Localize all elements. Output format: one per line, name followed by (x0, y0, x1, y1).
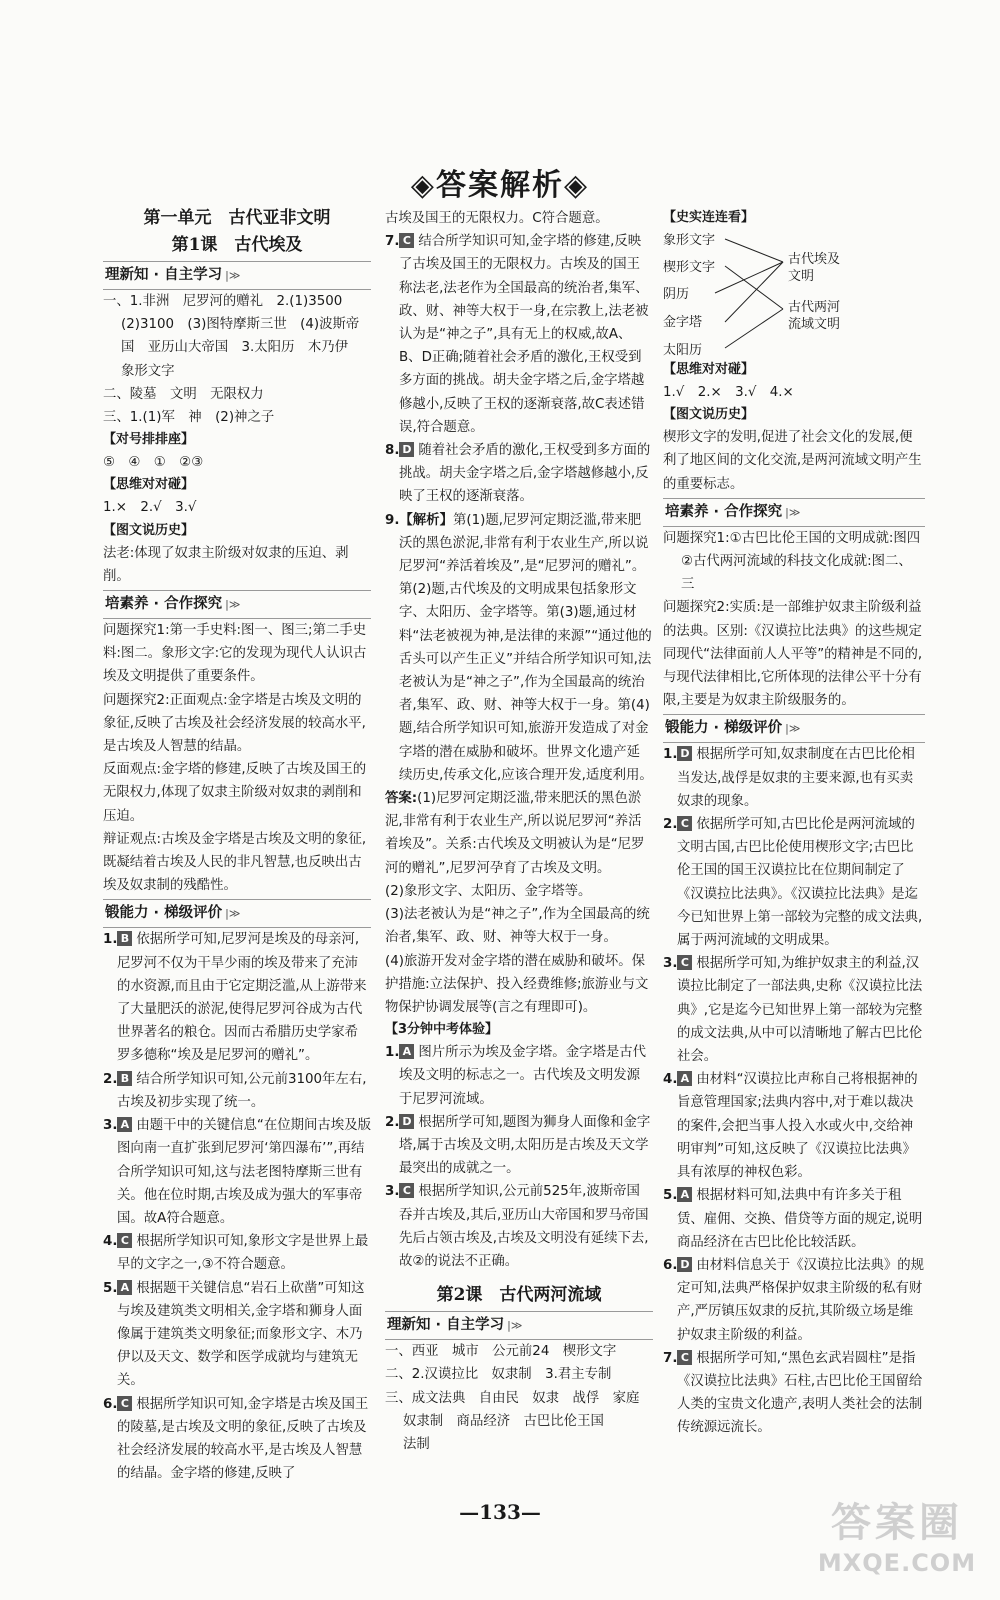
match-right-2: 古代两河 流域文明 (788, 300, 841, 332)
answer-paragraph: 反面观点:金字塔的修建,反映了古埃及国王的无限权力,体现了奴隶主阶级对奴隶的剥削和压迫。 (103, 762, 367, 824)
subsection-header: 【对号排排座】 (103, 432, 195, 448)
answer-badge: D (677, 1257, 692, 1272)
subsection-header: 【思维对对碰】 (103, 477, 195, 493)
answer-line: 法制 (403, 1436, 430, 1452)
column-1 (103, 205, 371, 1485)
subsection-header: 【思维对对碰】 (663, 362, 755, 377)
answer-line: (2)象形文字、太阳历、金字塔等。 (385, 883, 592, 899)
lesson-title: 第1课 古代埃及 (171, 235, 303, 255)
answer-line: 二、陵墓 文明 无限权力 (103, 386, 264, 402)
question-answer: 9.【解析】第(1)题,尼罗河定期泛滥,带来肥沃的黑色淤泥,非常有利于农业生产,所以说尼罗河“养活着埃及”,是“尼罗河的赠礼”。第(2)题,古代埃及的文明成果包括象形文字、太阳历、金字塔等。第(3)题,通过材料“法老被视为神,是法律的来源”“通过他的舌头可以产生正义”并结合所学知识可知,法老被认为是“神之子”,作为全国最高的统治者,集军、政、财、神等大权于一身。第(4)题,结合所学知识可知,旅游开发造成了对金字塔的潜在威胁和破坏。世界文化遗产延续历史,传承文化,应该合理开发,适度利用。 (385, 512, 653, 783)
answer-badge: C (117, 1233, 132, 1248)
match-left-2: 楔形文字 (663, 260, 716, 275)
answer-badge: A (399, 1044, 414, 1059)
question-answer: 3. C 根据所学可知,为维护奴隶主的利益,汉谟拉比制定了一部法典,史称《汉谟拉比法典》,它是迄今已知世界上第一部较为完整的成文法典,从中可以清晰地了解古巴比伦社会。 (663, 956, 923, 1065)
answer-line: 1.× 2.√ 3.√ (103, 500, 197, 516)
unit-title: 第一单元 古代亚非文明 (143, 208, 331, 228)
question-answer: 7. C 结合所学知识可知,金字塔的修建,反映了古埃及国王的无限权力。古埃及的国王称法老,法老作为全国最高的统治者,集军、政、财、神等大权于一身,在宗教上,法老被认为是“神之子”,具有无上的权威,故A、B、D正确;随着社会矛盾的激化,王权受到多方面的挑战。胡夫金字塔之后,金字塔越修越小,反映了王权的逐渐衰落,故C表述错误,符合题意。 (385, 234, 649, 435)
answer-badge: B (117, 931, 132, 946)
answer-line: (2)3100 (3)图特摩斯三世 (4)波斯帝 (121, 317, 360, 333)
answer-line: 问题探究1:①古巴比伦王国的文明成就:图四 (663, 530, 921, 546)
answer-paragraph: 问题探究2:正面观点:金字塔是古埃及文明的象征,反映了古埃及社会经济发展的较高水平,是古埃及人智慧的结晶。 (103, 692, 366, 755)
question-answer: 1. B 依据所学可知,尼罗河是埃及的母亲河,尼罗河不仅为干旱少雨的埃及带来了充沛的水资源,而且由于它定期泛滥,从上游带来了大量肥沃的淤泥,使得尼罗河谷成为古代世界著名的粮仓。因而古希腊历史学家希罗多德称“埃及是尼罗河的赠礼”。 (103, 932, 367, 1064)
answer-block: 答案:(1)尼罗河定期泛滥,带来肥沃的黑色淤泥,非常有利于农业生产,所以说尼罗河“养活着埃及”。关系:古代埃及文明被认为是“尼罗河的赠礼”,尼罗河孕育了古埃及文明。 (385, 791, 645, 876)
answer-badge: A (117, 1117, 132, 1132)
question-answer: 6. C 根据所学知识可知,金字塔是古埃及国王的陵墓,是古埃及文明的象征,反映了古埃及社会经济发展的较高水平,是古埃及人智慧的结晶。金字塔的修建,反映了 (103, 1396, 369, 1482)
answer-line: 古埃及国王的无限权力。C符合题意。 (385, 211, 609, 226)
section-header: 培素养 · 合作探究 |≫ (663, 498, 925, 527)
answer-paragraph: 辩证观点:古埃及金字塔是古埃及文明的象征,既凝结着古埃及人民的非凡智慧,也反映出古埃及奴隶制的残酷性。 (103, 831, 367, 894)
section-header: 培素养 · 合作探究 |≫ (103, 590, 371, 619)
answer-line: 奴隶制 商品经济 古巴比伦王国 (403, 1413, 604, 1429)
question-answer: 4. A 由材料“汉谟拉比声称自己将根据神的旨意管理国家;法典内容中,对于难以裁决的案件,会把当事人投入水或火中,交给神明审判”可知,这反映了《汉谟拉比法典》具有浓厚的神权色彩。 (663, 1072, 918, 1181)
question-answer: 5. A 根据题干关键信息“岩石上砍凿”可知这与埃及建筑类文明相关,金字塔和狮身人面像属于建筑类文明象征;而象形文字、木乃伊以及天文、数学和医学成就均与建筑无关。 (103, 1280, 365, 1389)
subsection-header: 【图文说历史】 (663, 407, 755, 423)
section-header: 理新知 · 自主学习 |≫ (103, 261, 371, 290)
match-right-1: 古代埃及 文明 (788, 252, 841, 284)
match-left-3: 阴历 (663, 287, 690, 302)
page-number: —133— (459, 1500, 541, 1524)
answer-badge: D (399, 1114, 414, 1129)
answer-line: 一、西亚 城市 公元前24 楔形文字 (385, 1344, 617, 1360)
answer-badge: D (677, 746, 692, 761)
answer-line: 二、2.汉谟拉比 奴隶制 3.君主专制 (385, 1367, 612, 1383)
answer-line: 国 亚历山大帝国 3.太阳历 木乃伊 (121, 340, 349, 356)
match-left-1: 象形文字 (663, 233, 716, 248)
question-answer: 7. C 根据所学可知,“黑色玄武岩圆柱”是指《汉谟拉比法典》石柱,古巴比伦王国留给人类的宝贵文化遗产,表明人类社会的法制传统源远流长。 (663, 1350, 923, 1436)
answer-line: (3)法老被认为是“神之子”,作为全国最高的统治者,集军、政、财、神等大权于一身。 (385, 907, 650, 946)
answer-line: (4)旅游开发对金字塔的潜在威胁和破坏。保护措施:立法保护、投入经费维修;旅游业与文物保护协调发展等(言之有理即可)。 (385, 953, 649, 1015)
answer-badge: D (399, 442, 414, 457)
question-answer: 3. C 根据所学知识,公元前525年,波斯帝国吞并古埃及,其后,亚历山大帝国和罗马帝国先后占领古埃及,古埃及文明没有延续下去,故②的说法不正确。 (385, 1184, 649, 1269)
watermark-logo: 答案圈 MXQE.COM (817, 1500, 977, 1577)
lesson-title: 第2课 古代两河流域 (436, 1285, 602, 1306)
matching-diagram (663, 229, 923, 359)
question-answer: 1. D 根据所学可知,奴隶制度在古巴比伦相当发达,战俘是奴隶的主要来源,也有买卖奴隶的现象。 (663, 747, 915, 809)
answer-badge: C (399, 1183, 414, 1198)
answer-paragraph: 问题探究2:实质:是一部维护奴隶主阶级利益的法典。区别:《汉谟拉比法典》的这些规定同现代“法律面前人人平等”的精神是不同的,与现代法律相比,它所体现的法律公平十分有限,主要是为奴隶主阶级服务的。 (663, 600, 923, 709)
question-answer: 4. C 根据所学知识可知,象形文字是世界上最早的文字之一,③不符合题意。 (103, 1234, 369, 1273)
answer-line: 三、成文法典 自由民 奴隶 战俘 家庭 (385, 1390, 640, 1406)
page-title: ◈答案解析◈ (410, 168, 590, 203)
answer-badge: A (117, 1280, 132, 1295)
answer-badge: C (399, 233, 414, 248)
question-answer: 8. D 随着社会矛盾的激化,王权受到多方面的挑战。胡夫金字塔之后,金字塔越修越小,反映了王权的逐渐衰落。 (385, 443, 651, 505)
subsection-header: 【图文说历史】 (103, 522, 195, 538)
column-3 (663, 207, 925, 1440)
answer-line: 1.√ 2.× 3.√ 4.× (663, 385, 794, 400)
question-answer: 3. A 由题干中的关键信息“在位期间古埃及版图向南一直扩张到尼罗河‘第四瀑布’”,再结合所学知识可知,这与法老图特摩斯三世有关。他在位时期,古埃及成为强大的军事帝国。故A符合题意。 (103, 1118, 371, 1226)
subsection-header: 【史实连连看】 (663, 210, 755, 225)
section-header: 理新知 · 自主学习 |≫ (385, 1311, 653, 1340)
match-left-5: 太阳历 (663, 343, 703, 358)
question-answer: 2. C 依据所学可知,古巴比伦是两河流域的文明古国,古巴比伦使用楔形文字;古巴比伦王国的国王汉谟拉比在位期间制定了《汉谟拉比法典》。《汉谟拉比法典》是迄今已知世界上第一部较为完整的成文法典,属于两河流域的文明成果。 (663, 817, 923, 949)
answer-line: ②古代两河流域的科技文化成就:图二、三 (681, 554, 912, 593)
answer-badge: B (117, 1071, 132, 1086)
question-answer: 6. D 由材料信息关于《汉谟拉比法典》的规定可知,法典严格保护奴隶主阶级的私有财产,严厉镇压奴隶的反抗,其阶级立场是维护奴隶主阶级的利益。 (663, 1257, 925, 1343)
answer-badge: A (677, 1187, 692, 1202)
question-answer: 2. D 根据所学可知,题图为狮身人面像和金字塔,属于古埃及文明,太阳历是古埃及天文学最突出的成就之一。 (385, 1114, 651, 1177)
question-answer: 2. B 结合所学知识可知,公元前3100年左右,古埃及初步实现了统一。 (103, 1071, 367, 1110)
section-header: 锻能力 · 梯级评价 |≫ (663, 714, 925, 743)
column-2 (385, 207, 653, 1456)
answer-badge: C (677, 816, 692, 831)
answer-paragraph: 楔形文字的发明,促进了社会文化的发展,便利了地区间的文化交流,是两河流域文明产生的重要标志。 (663, 430, 922, 492)
section-header: 锻能力 · 梯级评价 |≫ (103, 899, 371, 928)
answer-badge: C (677, 1350, 692, 1365)
answer-badge: C (677, 955, 692, 970)
answer-badge: C (117, 1396, 132, 1411)
answer-badge: A (677, 1071, 692, 1086)
question-answer: 1. A 图片所示为埃及金字塔。金字塔是古代埃及文明的标志之一。古代埃及文明发源于尼罗河流域。 (385, 1045, 647, 1107)
match-left-4: 金字塔 (663, 315, 703, 330)
subsection-header: 【3分钟中考体验】 (385, 1022, 499, 1038)
answer-line: ⑤ ④ ① ②③ (103, 455, 204, 471)
answer-line: 法老:体现了奴隶主阶级对奴隶的压迫、剥削。 (103, 545, 349, 584)
answer-paragraph: 问题探究1:第一手史料:图一、图三;第二手史料:图二。象形文字:它的发现为现代人认识古埃及文明提供了重要条件。 (103, 623, 367, 685)
answer-line: 三、1.(1)军 神 (2)神之子 (103, 410, 275, 426)
question-answer: 5. A 根据材料可知,法典中有许多关于租赁、雇佣、交换、借贷等方面的规定,说明商品经济在古巴比伦比较活跃。 (663, 1188, 923, 1250)
answer-line: 象形文字 (121, 363, 175, 379)
answer-line: 一、1.非洲 尼罗河的赠礼 2.(1)3500 (103, 294, 343, 309)
